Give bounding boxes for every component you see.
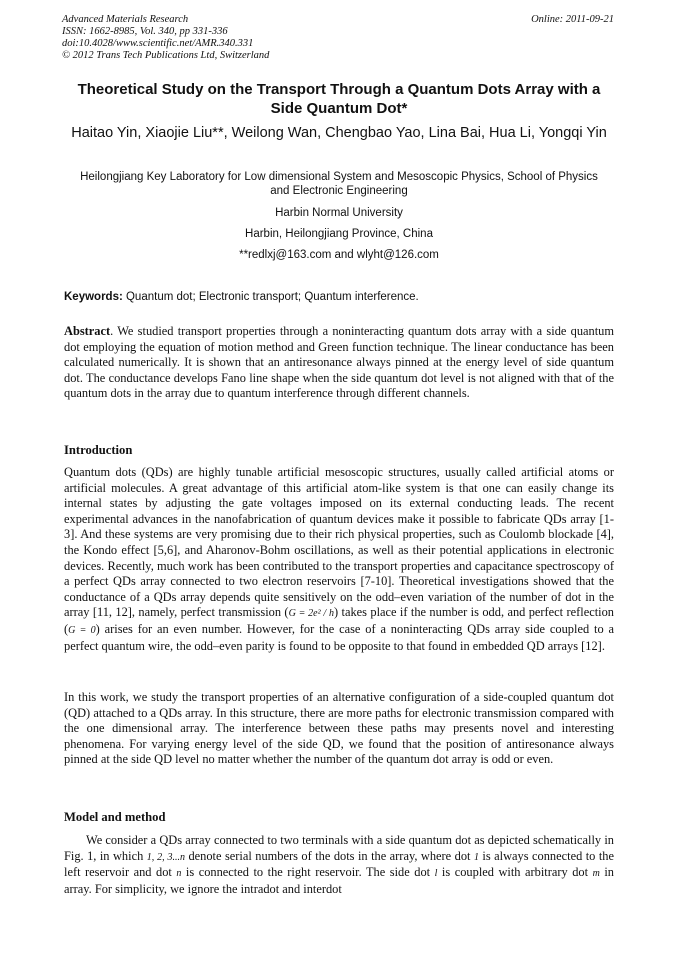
keywords-label: Keywords: <box>64 291 123 303</box>
model-text-a: We consider a QDs array connected to two terminals with a side quantum dot as depicted schematically in Fig. 1, in which <box>64 833 614 863</box>
dot-one-symbol: 1 <box>473 851 479 863</box>
affiliation-university: Harbin Normal University <box>275 207 403 219</box>
issn-line: ISSN: 1662-8985, Vol. 340, pp 331-336 <box>62 26 228 37</box>
dot-m-symbol: m <box>592 868 600 880</box>
model-text-b: denote serial numbers of the dots in the array, where dot <box>185 848 474 863</box>
abstract-label: Abstract <box>64 324 111 338</box>
introduction-paragraph-2: In this work, we study the transport properties of an alternative configuration of a side-coupled quantum dot (QD) attached to a QDs array. In this structure, there are more paths for electronic transmission compared with the one dimensional array. The interference between these paths may presents novel and interesting phenomena. For varying energy level of the side QD, we found that the position of antiresonance always pinned at the side QD level no matter whether the number of the quantum dot array is odd or even. <box>64 690 614 767</box>
dot-n-symbol: n <box>176 868 182 880</box>
model-text-e: is coupled with arbitrary dot <box>437 865 593 880</box>
introduction-paragraph-1 <box>64 465 614 654</box>
conductance-formula: G = 2e² / h <box>288 608 334 620</box>
affiliation-city: Harbin, Heilongjiang Province, China <box>245 228 433 240</box>
affiliation-lab: Heilongjiang Key Laboratory for Low dimensional System and Mesoscopic Physics, School of Physics and Electronic Engineering <box>80 171 598 197</box>
paper-title: Theoretical Study on the Transport Through a Quantum Dots Array with a Side Quantum Dot* <box>77 81 601 117</box>
author-list: Haitao Yin, Xiaojie Liu**, Weilong Wan, Chengbao Yao, Lina Bai, Hua Li, Yongqi Yin <box>71 125 607 141</box>
intro-text-c: ) arises for an even number. However, for the case of a noninteracting QDs array side coupled to a perfect quantum wire, the odd–even parity is found to be opposite to that found in embedded QD arrays [12]. <box>64 621 614 653</box>
journal-header <box>62 14 269 62</box>
copyright-line: © 2012 Trans Tech Publications Ltd, Switzerland <box>62 50 270 61</box>
model-text-f: in array. For simplicity, we ignore the intradot and interdot <box>64 865 614 896</box>
journal-name: Advanced Materials Research <box>62 14 189 25</box>
dot-series-formula: 1, 2, 3...n <box>146 851 185 863</box>
introduction-heading: Introduction <box>64 443 133 457</box>
abstract-text: . We studied transport properties through a noninteracting quantum dots array with a side quantum dot employing the equation of motion method and Green function technique. The linear conductance has been calculated numerically. It is shown that an antiresonance always pinned at the energy level of side quantum dot. The conductance develops Fano line shape when the side quantum dot level is not aligned with that of the quantum dots in the array due to quantum interference through different channels. <box>64 324 614 401</box>
abstract <box>64 324 614 402</box>
author-emails: **redlxj@163.com and wlyht@126.com <box>239 249 439 261</box>
intro-text-b: ) takes place if the number is odd, and perfect reflection ( <box>64 605 614 636</box>
online-date: Online: 2011-09-21 <box>531 14 614 25</box>
doi-line: doi:10.4028/www.scientific.net/AMR.340.331 <box>62 38 254 49</box>
intro-text-a: Quantum dots (QDs) are highly tunable artificial mesoscopic structures, usually called artificial atoms or artificial molecules. A great advantage of this artificial atom-like system is that one can easily change its internal states by adjusting the gate voltages imposed on its external conducting leads. The recent experimental advances in the nanofabrication of quantum devices make it possible to fabricate QDs array [1-3]. And these systems are very promising due to their rich physical properties, such as Coulomb blockade [4], the Kondo effect [5,6], and Aharonov-Bohm oscillations, as well as their potential applications in electronic devices. Recently, much work has been contributed to the transport properties and capacitance spectroscopy of a perfect QDs array connected to two electron reservoirs [7-10]. Theoretical investigations showed that the conductance of a QDs array depends quite sensitively on the odd–even variation of the number of dot in the array [11, 12], namely, perfect transmission ( <box>64 465 614 620</box>
zero-conductance-formula: G = 0 <box>68 624 96 636</box>
model-text-d: is connected to the right reservoir. The side dot <box>181 865 435 880</box>
model-heading: Model and method <box>64 810 166 824</box>
model-text-c: is always connected to the left reservoir and dot <box>64 848 614 880</box>
model-paragraph <box>64 833 614 897</box>
keywords-text: Quantum dot; Electronic transport; Quantum interference. <box>122 291 419 303</box>
side-dot-symbol: l <box>434 868 438 880</box>
keywords <box>64 290 614 304</box>
